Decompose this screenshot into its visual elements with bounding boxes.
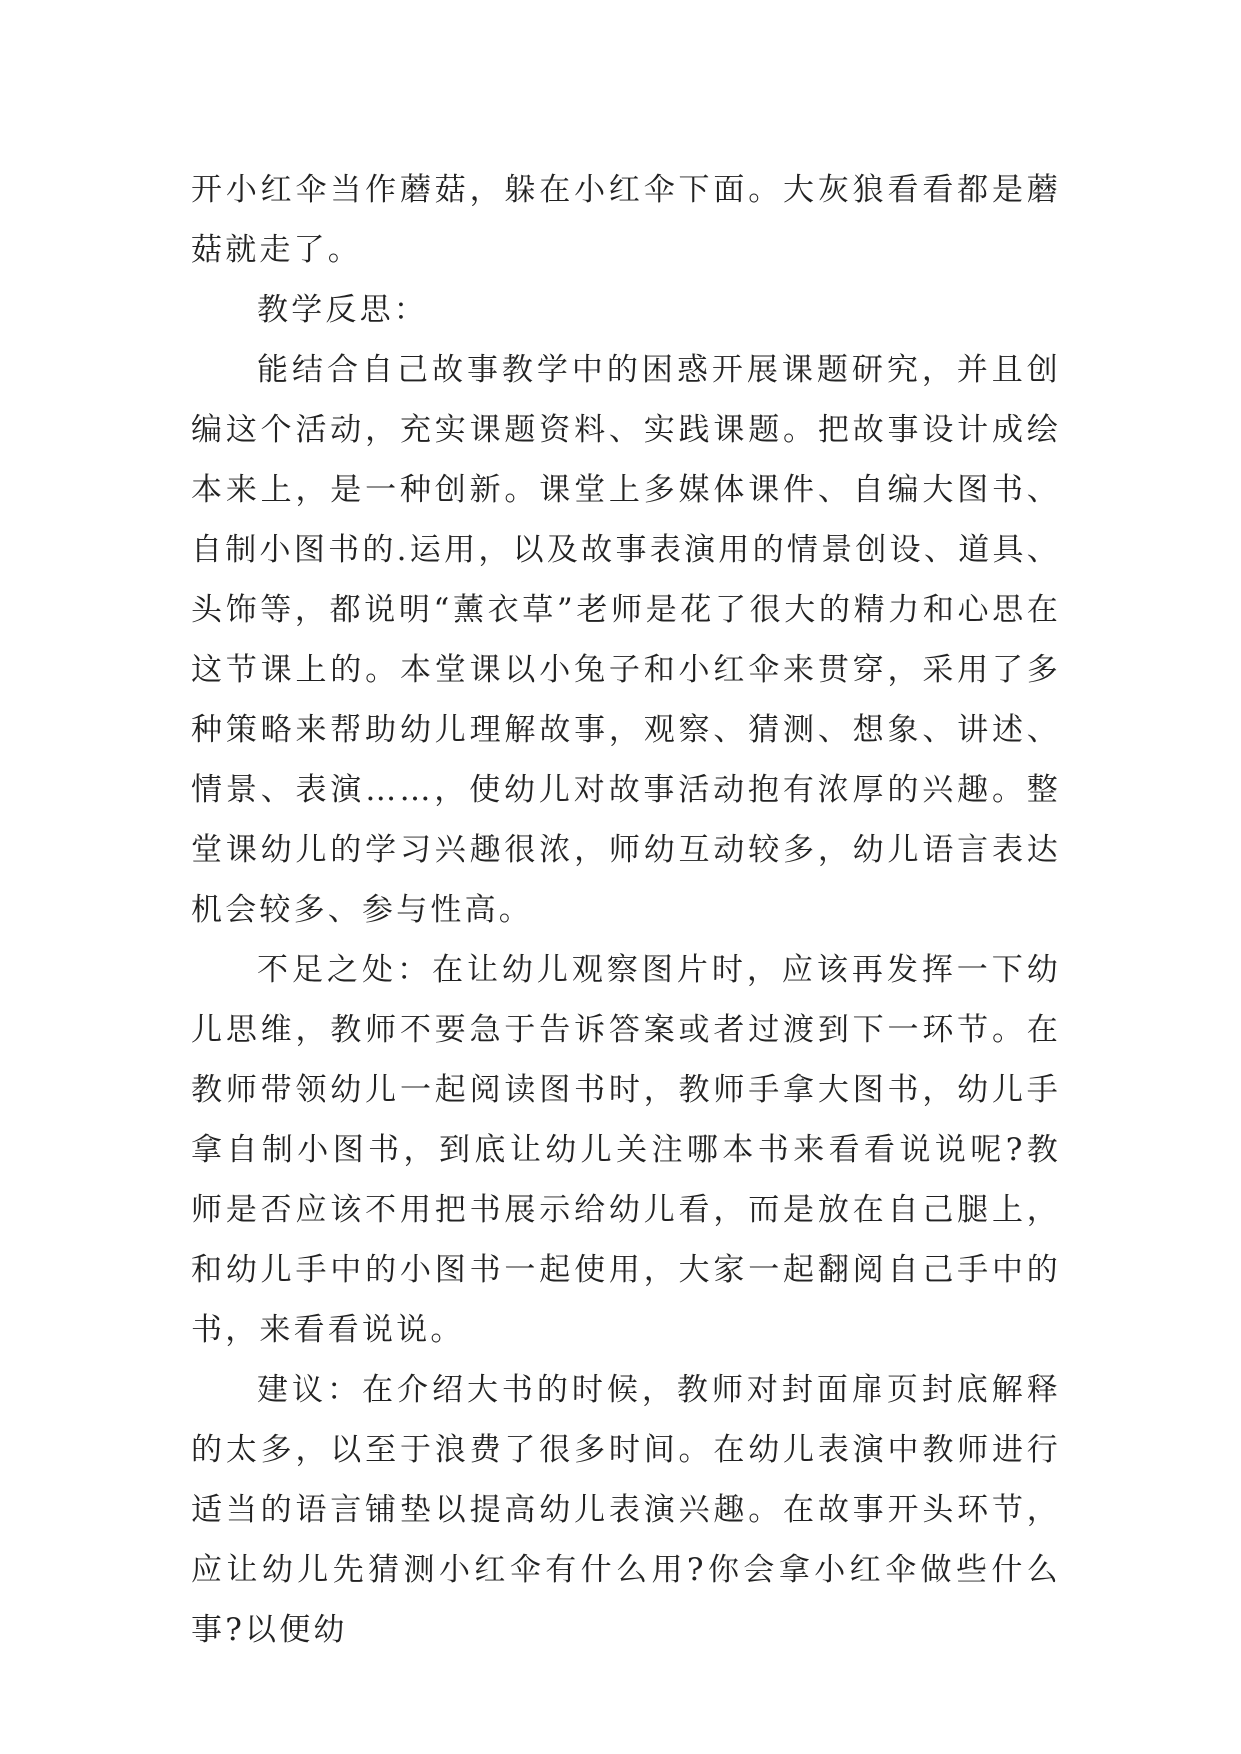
paragraph-story-ending: 开小红伞当作蘑菇，躲在小红伞下面。大灰狼看看都是蘑菇就走了。 [191, 172, 1061, 268]
heading-teaching-reflection: 教学反思： [257, 292, 428, 328]
paragraph-shortcomings: 不足之处：在让幼儿观察图片时，应该再发挥一下幼儿思维，教师不要急于告诉答案或者过渡到下一环节。在教师带领幼儿一起阅读图书时，教师手拿大图书，幼儿手拿自制小图书，到底让幼儿关注哪本书来看看说说呢?教师是否应该不用把书展示给幼儿看，而是放在自己腿上，和幼儿手中的小图书一起使用，大家一起翻阅自己手中的书，来看看说说。 [191, 952, 1061, 1348]
paragraph-suggestions: 建议：在介绍大书的时候，教师对封面扉页封底解释的太多，以至于浪费了很多时间。在幼儿表演中教师进行适当的语言铺垫以提高幼儿表演兴趣。在故事开头环节，应让幼儿先猜测小红伞有什么用?你会拿小红伞做些什么事?以便幼 [191, 1372, 1061, 1648]
document-body [191, 160, 1061, 1660]
paragraph-reflection: 能结合自己故事教学中的困惑开展课题研究，并且创编这个活动，充实课题资料、实践课题。把故事设计成绘本来上，是一种创新。课堂上多媒体课件、自编大图书、自制小图书的.运用，以及故事表演用的情景创设、道具、头饰等，都说明“薰衣草”老师是花了很大的精力和心思在这节课上的。本堂课以小兔子和小红伞来贯穿，采用了多种策略来帮助幼儿理解故事，观察、猜测、想象、讲述、情景、表演……，使幼儿对故事活动抱有浓厚的兴趣。整堂课幼儿的学习兴趣很浓，师幼互动较多，幼儿语言表达机会较多、参与性高。 [191, 352, 1061, 928]
